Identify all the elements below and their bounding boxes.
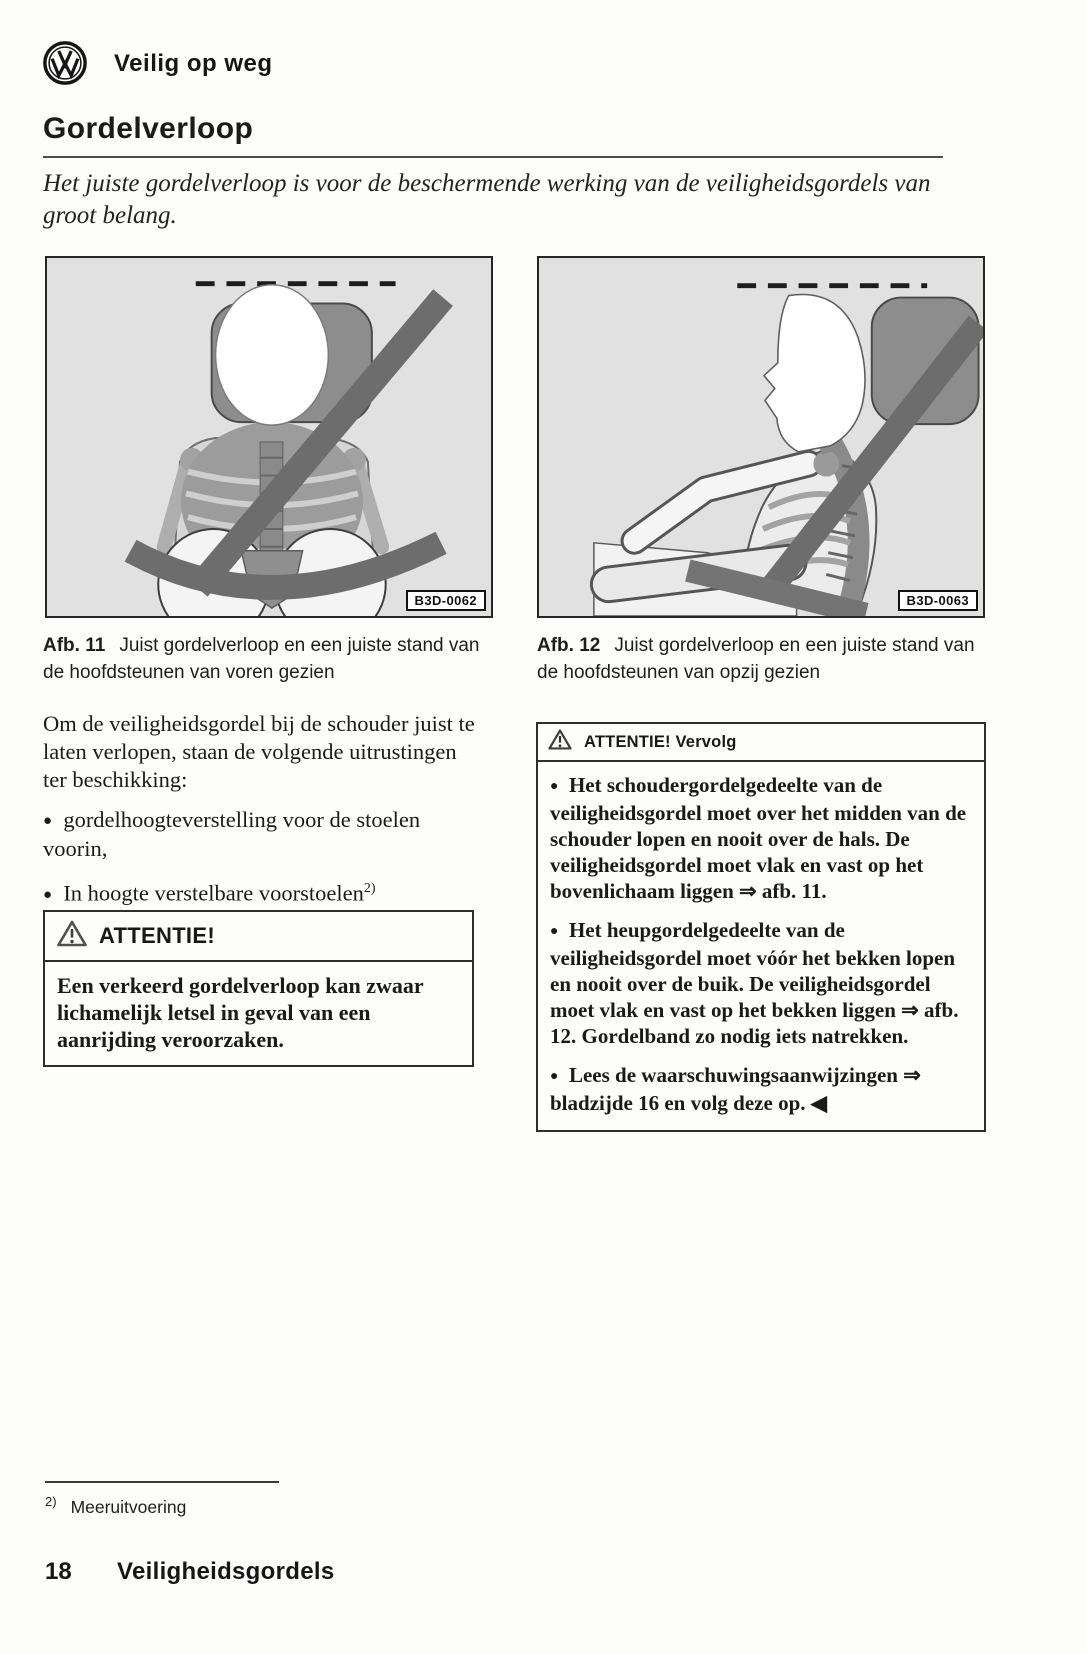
footnote-text: Meeruitvoering (70, 1497, 187, 1517)
figure-caption (537, 632, 989, 686)
warning-box (43, 910, 474, 1067)
caption-number: Afb. 11 (43, 635, 106, 656)
warning-title: ATTENTIE! (99, 923, 215, 948)
warning-list-item: ● Lees de waarschuwingsaanwijzingen ⇒ bladzijde 16 en volg deze op. ◀ (550, 1062, 972, 1116)
caption-text: Juist gordelverloop en een juiste stand van de hoofdsteunen van voren gezien (43, 635, 480, 683)
figure-front-view (45, 256, 493, 618)
intro-paragraph: Het juiste gordelverloop is voor de beschermende werking van de veiligheidsgordels van groot belang. (43, 170, 931, 229)
figure-side-view (537, 256, 985, 618)
vw-logo-icon (42, 40, 88, 86)
figure-plate-code: B3D-0063 (898, 590, 978, 611)
warning-box-header (45, 912, 472, 962)
chapter-title: Veiligheidsgordels (117, 1558, 335, 1585)
warning-body (538, 762, 984, 1130)
warning-list-item: ● Het heupgordelgedeelte van de veiligheidsgordel moet vóór het bekken lopen en nooit over de buik. De veiligheidsgordel moet vlak en vast op het bekken liggen ⇒ afb. 12. Gordelband zo nodig iets natrekken. (550, 917, 972, 1049)
caption-number: Afb. 12 (537, 635, 601, 656)
warning-list-item: ● Het schoudergordelgedeelte van de veiligheidsgordel moet over het midden van de schouder lopen en nooit over de hals. De veiligheidsgordel moet vlak en vast op het bovenlichaam liggen ⇒ afb. 11. (550, 772, 972, 904)
figure-plate-code: B3D-0062 (406, 590, 486, 611)
front-view-illustration (47, 258, 491, 616)
figure-caption (43, 632, 495, 686)
warning-box-header (538, 724, 984, 762)
footnote-reference: 2) (363, 881, 376, 896)
caption-text: Juist gordelverloop en een juiste stand van de hoofdsteunen van opzij gezien (537, 635, 975, 683)
equipment-list (43, 806, 485, 921)
warning-body: Een verkeerd gordelverloop kan zwaar lichamelijk letsel in geval van een aanrijding veroorzaken. (57, 973, 424, 1052)
page-title: Gordelverloop (43, 112, 254, 145)
warning-triangle-icon (548, 729, 572, 755)
list-item: ● gordelhoogteverstelling voor de stoelen voorin, (43, 806, 485, 863)
warning-continuation-box (536, 722, 986, 1132)
footnote-marker: 2) (45, 1494, 57, 1509)
side-view-illustration (539, 258, 983, 616)
body-paragraph: Om de veiligheidsgordel bij de schouder juist te laten verlopen, staan de volgende uitrustingen ter beschikking: (43, 711, 475, 792)
footnote-rule (45, 1481, 279, 1483)
warning-title: ATTENTIE! Vervolg (584, 732, 737, 751)
footnote (45, 1494, 186, 1518)
title-rule (43, 156, 943, 158)
warning-triangle-icon (57, 920, 87, 952)
list-item: ● In hoogte verstelbare voorstoelen$^{2)}$ (43, 875, 485, 909)
page-number: 18 (45, 1558, 72, 1585)
header-brand-text: Veilig op weg (114, 50, 273, 77)
